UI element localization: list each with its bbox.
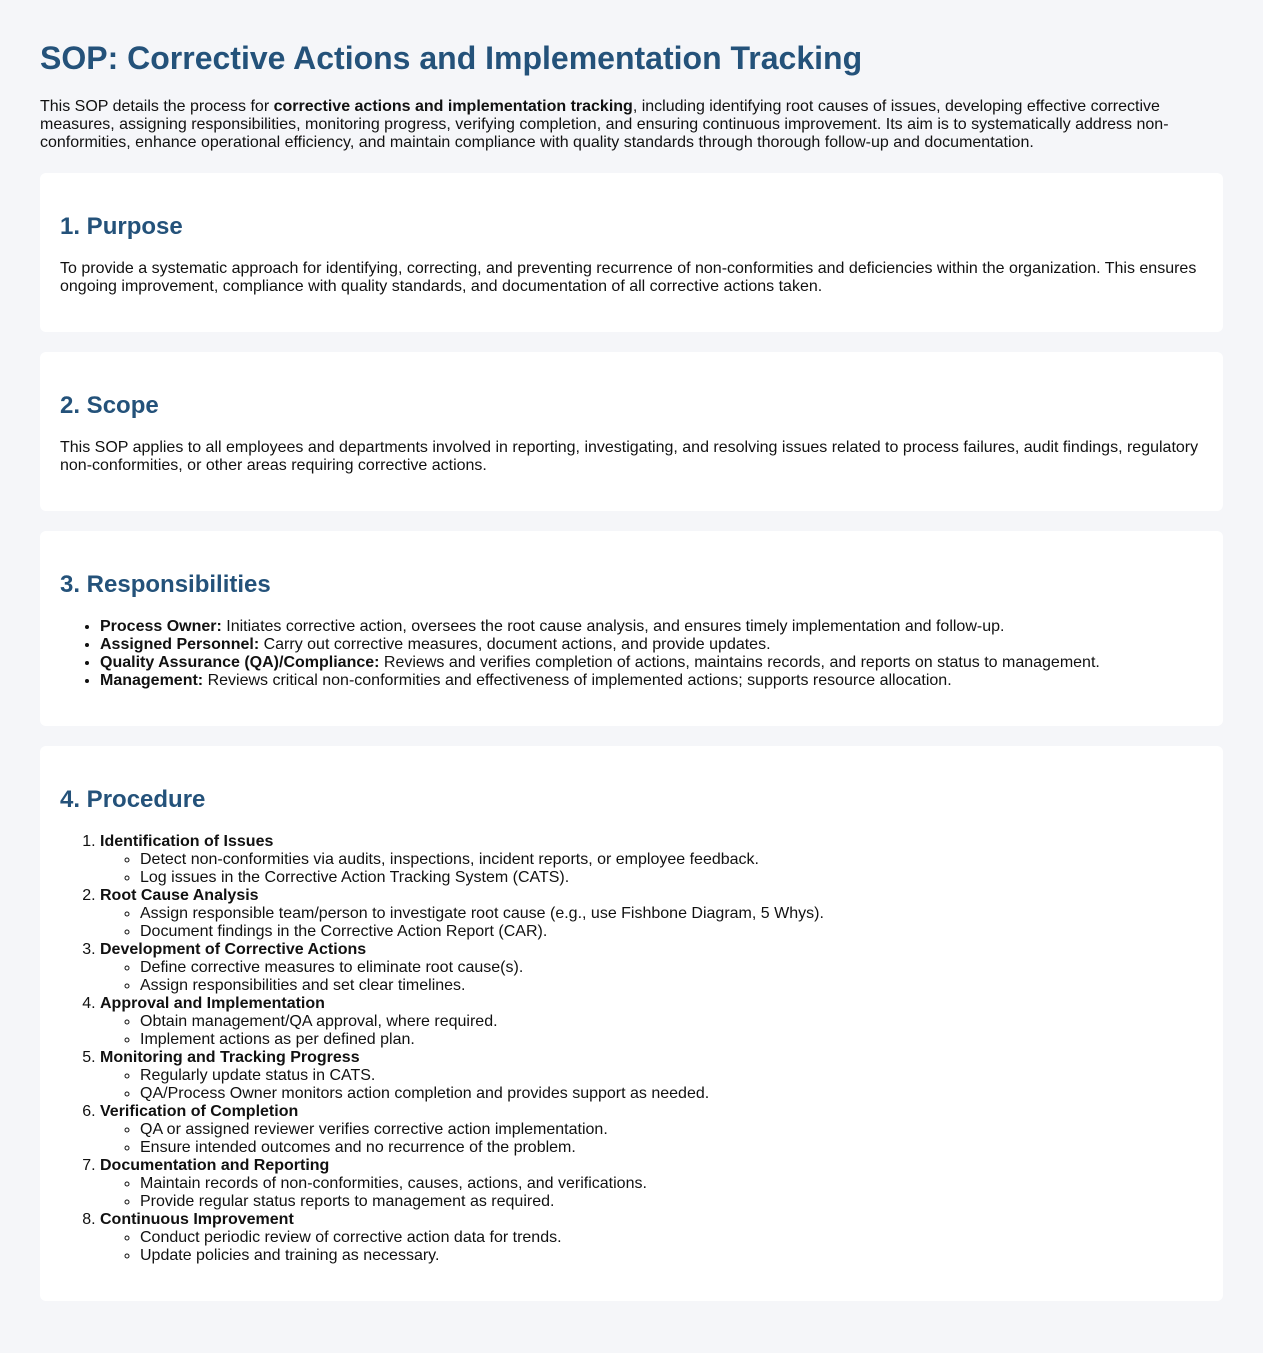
procedure-step — [100, 1211, 1203, 1265]
intro-text-end: , including identifying root causes of issues, developing effective corrective measures, assigning responsibilities, monitoring progress, verifying completion, and ensuring continuous improvement. Its aim is to systematically address non-conformities, enhance operational efficiency, and maintain compliance with quality standards through thorough follow-up and documentation. — [40, 98, 1169, 151]
procedure-substep: ◦ Document findings in the Corrective Action Report (CAR). — [140, 923, 1203, 941]
procedure-substep: ◦ Define corrective measures to eliminate root cause(s). — [140, 959, 1203, 977]
procedure-substep: ◦ Conduct periodic review of corrective action data for trends. — [140, 1229, 1203, 1247]
procedure-step — [100, 1157, 1203, 1211]
procedure-substeps — [100, 1013, 1203, 1049]
responsibility-item — [100, 618, 1203, 636]
procedure-substeps — [100, 1121, 1203, 1157]
procedure-substep: ◦ Ensure intended outcomes and no recurrence of the problem. — [140, 1139, 1203, 1157]
responsibility-item — [100, 636, 1203, 654]
page-title: SOP: Corrective Actions and Implementation Tracking — [40, 40, 863, 76]
procedure-step-title: Documentation and Reporting — [100, 1157, 330, 1174]
procedure-substep: ◦ Log issues in the Corrective Action Tracking System (CATS). — [140, 869, 1203, 887]
procedure-substep: ◦ Provide regular status reports to management as required. — [140, 1193, 1203, 1211]
responsibility-desc: Reviews and verifies completion of actions, maintains records, and reports on status to management. — [379, 654, 1100, 671]
purpose-text: To provide a systematic approach for identifying, correcting, and preventing recurrence of non-conformities and deficiencies within the organization. This ensures ongoing improvement, compliance with quality standards, and documentation of all corrective actions taken. — [60, 260, 1197, 295]
procedure-step-title: Continuous Improvement — [100, 1211, 294, 1228]
procedure-step — [100, 833, 1203, 887]
responsibilities-list — [60, 618, 1203, 690]
procedure-substep: ◦ Maintain records of non-conformities, causes, actions, and verifications. — [140, 1175, 1203, 1193]
procedure-substeps — [100, 1067, 1203, 1103]
responsibility-desc: Carry out corrective measures, document actions, and provide updates. — [259, 636, 771, 653]
scope-text: This SOP applies to all employees and departments involved in reporting, investigating, and resolving issues related to process failures, audit findings, regulatory non-conformities, or other areas requiring corrective actions. — [60, 439, 1199, 474]
procedure-substep: ◦ QA or assigned reviewer verifies corrective action implementation. — [140, 1121, 1203, 1139]
intro-paragraph — [40, 98, 1223, 152]
procedure-substep: ◦ Obtain management/QA approval, where required. — [140, 1013, 1203, 1031]
section-heading-procedure: 4. Procedure — [60, 786, 206, 813]
procedure-step-title: Development of Corrective Actions — [100, 941, 367, 958]
procedure-substep: ◦ Detect non-conformities via audits, inspections, incident reports, or employee feedback. — [140, 851, 1203, 869]
procedure-substep: ◦ QA/Process Owner monitors action completion and provides support as needed. — [140, 1085, 1203, 1103]
procedure-step — [100, 887, 1203, 941]
procedure-substep: ◦ Assign responsibilities and set clear timelines. — [140, 977, 1203, 995]
section-heading-purpose: 1. Purpose — [60, 213, 183, 240]
section-heading-responsibilities: 3. Responsibilities — [60, 571, 271, 598]
responsibility-role: Management: — [100, 672, 204, 689]
procedure-substep: ◦ Assign responsible team/person to investigate root cause (e.g., use Fishbone Diagram, 5 Whys). — [140, 905, 1203, 923]
procedure-substep: ◦ Update policies and training as necessary. — [140, 1247, 1203, 1265]
procedure-step-title: Monitoring and Tracking Progress — [100, 1049, 360, 1066]
section-purpose — [40, 173, 1223, 332]
procedure-step — [100, 1049, 1203, 1103]
procedure-substeps — [100, 1175, 1203, 1211]
intro-text-start: This SOP details the process for — [40, 98, 274, 115]
responsibility-item — [100, 654, 1203, 672]
procedure-step-title: Verification of Completion — [100, 1103, 299, 1120]
procedure-step — [100, 1103, 1203, 1157]
procedure-steps-list — [60, 833, 1203, 1265]
procedure-step-title: Identification of Issues — [100, 833, 274, 850]
intro-text-bold: corrective actions and implementation tracking — [273, 98, 633, 115]
responsibility-desc: Reviews critical non-conformities and effectiveness of implemented actions; supports resource allocation. — [203, 672, 952, 689]
procedure-step-title: Approval and Implementation — [100, 995, 325, 1012]
procedure-substep: ◦ Regularly update status in CATS. — [140, 1067, 1203, 1085]
section-scope — [40, 352, 1223, 511]
procedure-substeps — [100, 905, 1203, 941]
procedure-substep: ◦ Implement actions as per defined plan. — [140, 1031, 1203, 1049]
procedure-substeps — [100, 851, 1203, 887]
responsibility-role: Process Owner: — [100, 618, 222, 635]
section-responsibilities — [40, 531, 1223, 726]
procedure-step-title: Root Cause Analysis — [100, 887, 259, 904]
section-procedure — [40, 746, 1223, 1301]
procedure-substeps — [100, 1229, 1203, 1265]
responsibility-role: Assigned Personnel: — [100, 636, 260, 653]
responsibility-desc: Initiates corrective action, oversees the root cause analysis, and ensures timely implementation and follow-up. — [221, 618, 1005, 635]
responsibility-role: Quality Assurance (QA)/Compliance: — [100, 654, 380, 671]
responsibility-item — [100, 672, 1203, 690]
procedure-step — [100, 941, 1203, 995]
procedure-step — [100, 995, 1203, 1049]
procedure-substeps — [100, 959, 1203, 995]
section-heading-scope: 2. Scope — [60, 392, 159, 419]
